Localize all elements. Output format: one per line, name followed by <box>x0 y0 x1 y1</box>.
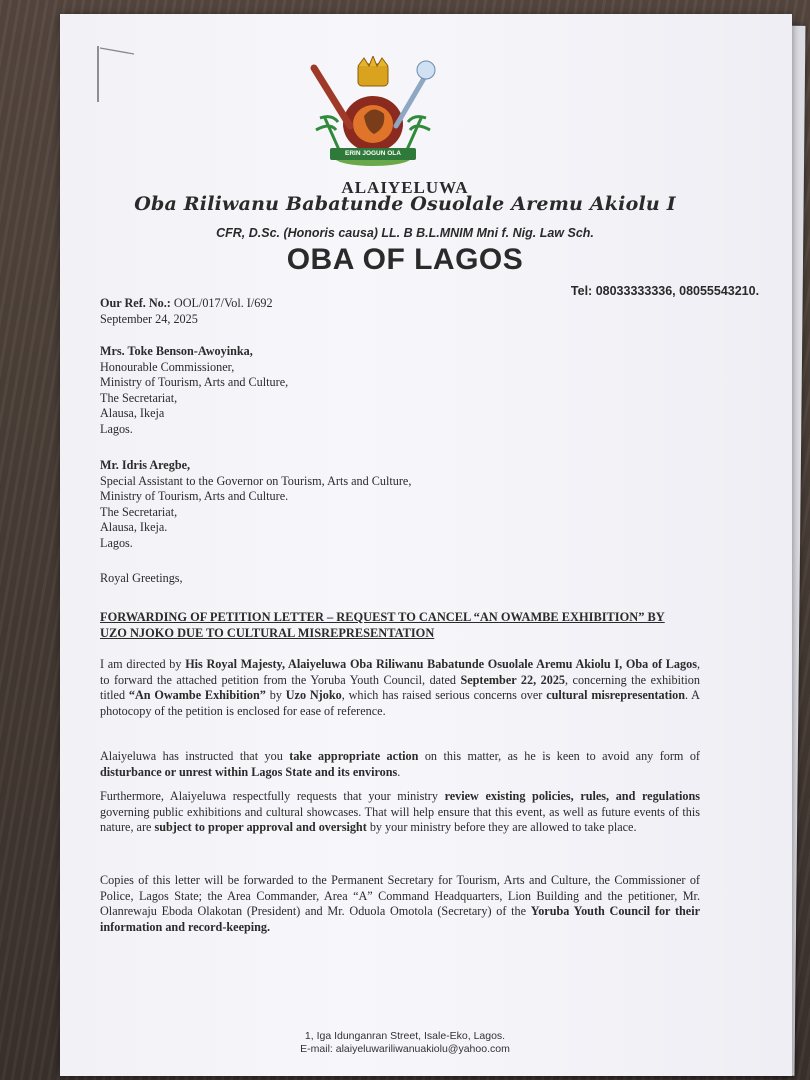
letterhead-title: ALAIYELUWA <box>341 178 469 197</box>
paragraph-bold: His Royal Majesty, Alaiyeluwa Oba Riliwanu Babatunde Osuolale Aremu Akiolu I, Oba of Lagos <box>185 657 697 671</box>
body-paragraph-1 <box>100 657 700 719</box>
paragraph-text: Furthermore, Alaiyeluwa respectfully requests that your ministry <box>100 789 445 803</box>
reference-label: Our Ref. No.: <box>100 296 171 310</box>
recipient-address-2 <box>100 458 700 552</box>
paragraph-text: Alaiyeluwa has instructed that you <box>100 749 290 763</box>
recipient-2-name: Mr. Idris Aregbe, <box>100 458 191 472</box>
paragraph-bold: review existing policies, rules, and regulations <box>444 789 700 803</box>
greeting: Royal Greetings, <box>100 571 183 585</box>
address-line: Alausa, Ikeja <box>100 406 165 421</box>
paragraph-bold: take appropriate action <box>289 749 419 763</box>
address-line: Alausa, Ikeja. <box>100 520 168 535</box>
tel-numbers: 08033333336, 08055543210. <box>595 284 760 298</box>
address-line: Honourable Commissioner, <box>100 359 235 374</box>
paragraph-bold: cultural misrepresentation <box>546 688 685 703</box>
paragraph-text: , to forward the attached petition from the Yoruba Youth Council, dated <box>100 657 700 687</box>
paragraph-bold: Uzo Njoko <box>285 688 342 703</box>
paragraph-text: , concerning the exhibition titled <box>100 672 700 703</box>
paragraph-text: Copies of this letter will be forwarded to the Permanent Secretary for Tourism, Arts and Culture, the Commissioner of Police, Lagos State; the Area Commander, Area “A” Command Headquarters, Lion Building and the petitioner, Mr. Olanrewaju Eboda Olakotan (President) and Mr. Oduola Omotola (Secretary) of the <box>100 873 700 919</box>
recipient-address-1 <box>100 344 700 438</box>
paragraph-text: . <box>397 764 401 779</box>
paragraph-bold: disturbance or unrest within Lagos State and its environs <box>100 764 398 779</box>
paragraph-bold: “An Owambe Exhibition” <box>128 688 266 703</box>
paragraph-text: governing public exhibitions and cultural showcases. That will help ensure that this event, as well as future events of this nature, are <box>100 804 700 835</box>
footer-address: 1, Iga Idunganran Street, Isale-Eko, Lagos. <box>304 1030 506 1042</box>
address-line: Special Assistant to the Governor on Tourism, Arts and Culture, <box>100 473 412 488</box>
paragraph-bold: subject to proper approval and oversight <box>154 820 367 835</box>
paragraph-text: . A photocopy of the petition is enclosed for ease of reference. <box>100 688 700 718</box>
subject-heading: FORWARDING OF PETITION LETTER – REQUEST TO CANCEL “AN OWAMBE EXHIBITION” BY UZO NJOKO DUE TO CULTURAL MISREPRESENTATION <box>100 610 665 640</box>
reference-block <box>100 296 700 327</box>
body-paragraph-3 <box>100 789 700 836</box>
letterhead-credentials: CFR, D.Sc. (Honoris causa) LL. B B.L.MNIM Mni f. Nig. Law Sch. <box>216 226 594 240</box>
letterhead-name: Oba Riliwanu Babatunde Osuolale Aremu Akiolu I <box>134 193 676 215</box>
paragraph-text: by <box>265 688 286 703</box>
address-line: Ministry of Tourism, Arts and Culture, <box>100 375 289 390</box>
paragraph-bold: September 22, 2025 <box>460 672 566 687</box>
paragraph-text: I am directed by <box>100 657 186 671</box>
footer-email: E-mail: alaiyeluwariliwanuakiolu@yahoo.com <box>300 1043 510 1055</box>
body-paragraph-4 <box>100 873 700 935</box>
address-line: Ministry of Tourism, Arts and Culture. <box>100 489 289 504</box>
crest-motto-banner: ERIN JOGUN OLA <box>330 148 416 160</box>
address-line: The Secretariat, <box>100 504 178 519</box>
address-line: The Secretariat, <box>100 390 178 405</box>
address-line: Lagos. <box>100 421 133 436</box>
address-line: Lagos. <box>100 535 133 550</box>
paragraph-text: by your ministry before they are allowed to take place. <box>366 820 637 835</box>
paragraph-text: , which has raised serious concerns over <box>341 688 547 703</box>
body-paragraph-2 <box>100 749 700 780</box>
paragraph-text: on this matter, as he is keen to avoid any form of <box>418 749 700 763</box>
staple-mark <box>96 44 134 104</box>
recipient-1-name: Mrs. Toke Benson-Awoyinka, <box>100 344 253 358</box>
paragraph-bold: Yoruba Youth Council for their information and record-keeping. <box>100 904 700 934</box>
letterhead-office: OBA OF LAGOS <box>286 243 524 276</box>
tel-label: Tel: <box>570 284 593 298</box>
letter-date: September 24, 2025 <box>100 311 198 326</box>
reference-number: OOL/017/Vol. I/692 <box>173 296 273 310</box>
